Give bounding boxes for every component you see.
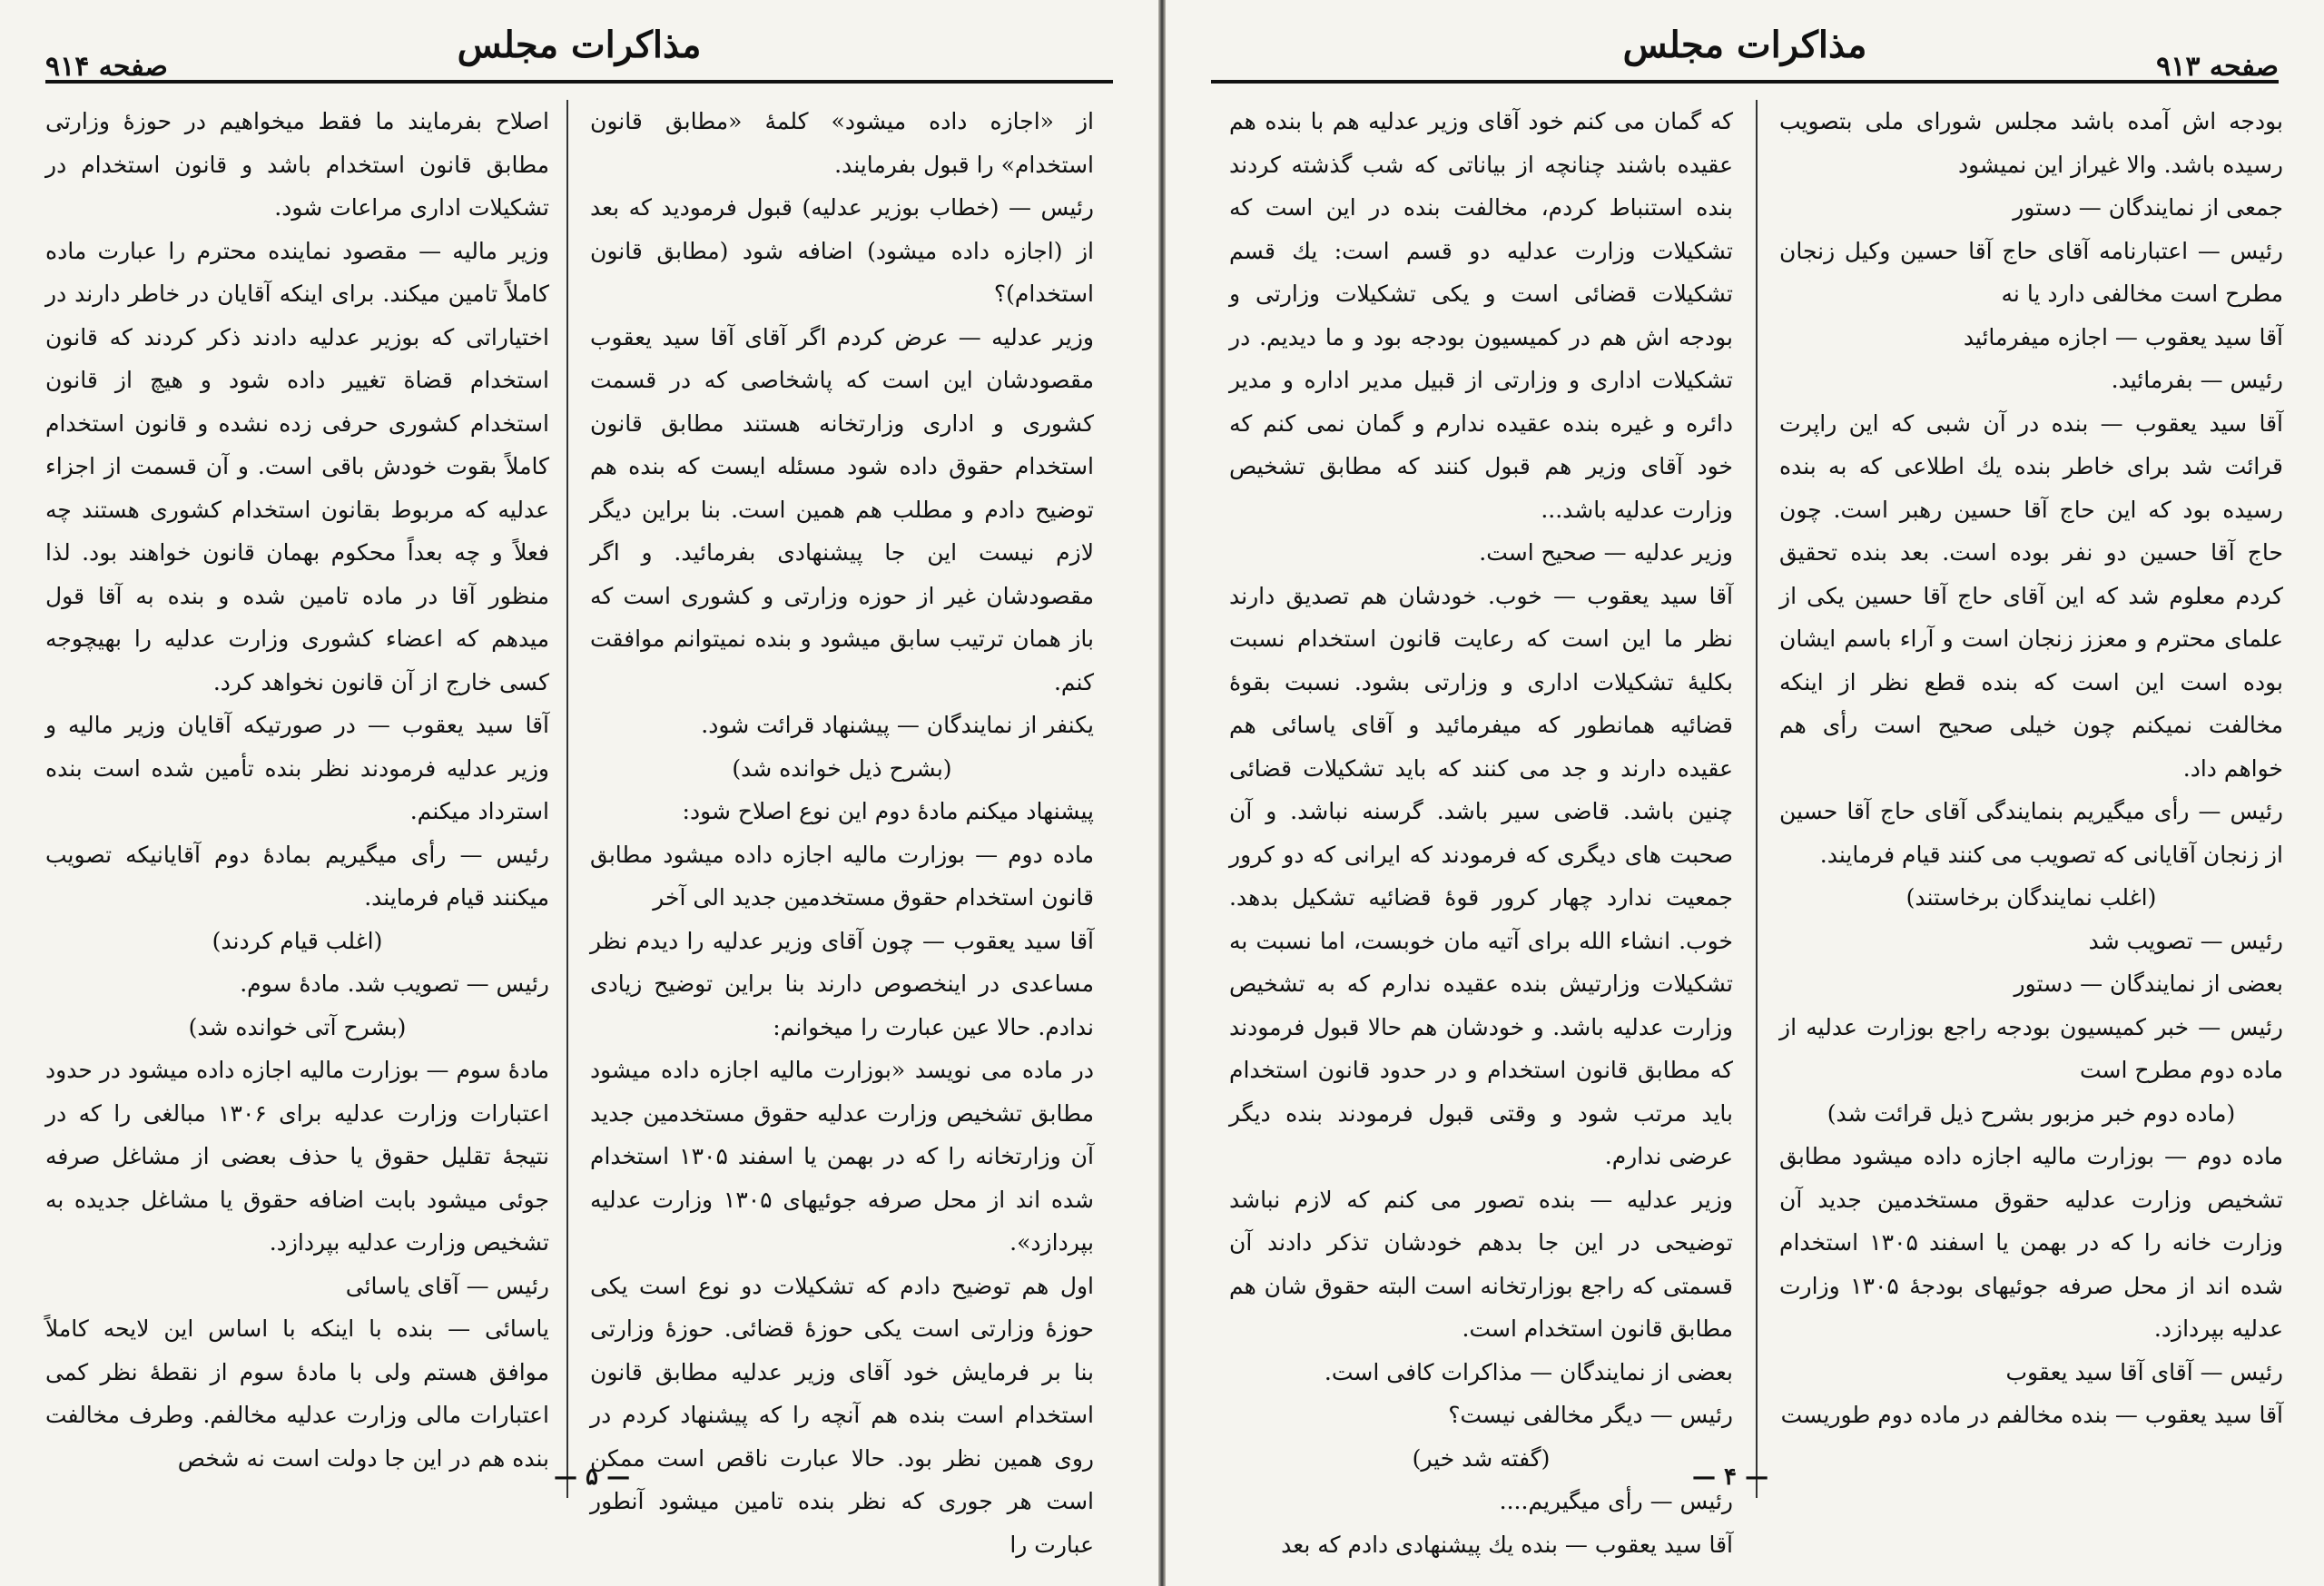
page-header-title: مذاکرات مجلس (457, 24, 702, 66)
left-page (0, 0, 1158, 1586)
stage-note: (اغلب نمایندگان برخاستند) (1905, 884, 2157, 911)
page-header (45, 16, 1113, 84)
page-footer-number: — ۵ — (554, 1463, 631, 1491)
paragraph: رئیس — تصویب شد. مادهٔ سوم. (240, 970, 549, 997)
column-divider (1756, 100, 1758, 1498)
page-footer-number: — ۴ — (1692, 1463, 1769, 1491)
paragraph: آقا سید یعقوب — بنده در آن شبی که این راپرت قرائت شد برای خاطر بنده یك اطلاعی که به بنده رسیده بود که این حاج آقا حسین رهبر است. چون حاج آقا حسین دو نفر بوده است. بعد بنده تحقیق کردم معلوم شد که این آقای حاج آقا حسین یکی از علمای محترم و معزز زنجان است و آراء باسم ایشان بوده است این است که بنده قطع نظر از اینکه مخالفت نمیکنم چون خیلی صحیح است رأی هم خواهم داد. (1779, 409, 2283, 782)
page-number: صفحه ۹۱۳ (2156, 51, 2279, 83)
paragraph: ماده دوم — بوزارت مالیه اجازه داده میشود مطابق تشخیص وزارت عدلیه حقوق مستخدمین جدید آن وزارت خانه را که در بهمن یا اسفند ۱۳۰۵ استخدام شده اند از محل صرفه جوئیهای بودجهٔ ۱۳۰۵ وزارت عدلیه بپردازد. (1779, 1143, 2284, 1342)
stage-note: (ماده دوم خبر مزبور بشرح ذیل قرائت شد) (1827, 1099, 2236, 1127)
paragraph: مادهٔ سوم — بوزارت مالیه اجازه داده میشود در حدود اعتبارات وزارت عدلیه برای ۱۳۰۶ مبالغی را که در نتیجهٔ تقلیل حقوق یا حذف بعضی از مشاغل صرفه جوئی میشود بابت اضافه حقوق یا مشاغل جدیده به تشخیص وزارت عدلیه بپردازد. (45, 1057, 549, 1256)
paragraph: ماده دوم — بوزارت مالیه اجازه داده میشود مطابق قانون استخدام حقوق مستخدمین جدید الی آخر (590, 841, 1094, 911)
paragraph: رئیس — آقای آقا سید یعقوب (2005, 1358, 2283, 1385)
paragraph: رئیس — دیگر مخالفی نیست؟ (1448, 1402, 1733, 1428)
paragraph: آقا سید یعقوب — بنده مخالفم در ماده دوم طوریست (1780, 1402, 2283, 1428)
paragraph: وزیر عدلیه — عرض کردم اگر آقای آقا سید یعقوب مقصودشان این است که پاشخاصی که در قسمت کشوری و اداری وزارتخانه هستند مطابق قانون استخدام حقوق داده شود مسئله ایست که بنده هم توضیح دادم و مطلب هم همین است. بنا براین دیگر لازم نیست این جا پیشنهادی بفرمائید. و اگر مقصودشان غیر از حوزه وزارتی و کشوری است که باز همان ترتیب سابق میشود و بنده نمیتوانم موافقت کنم. (590, 323, 1094, 695)
paragraph: آقا سید یعقوب — اجازه میفرمائید (1963, 323, 2283, 350)
paragraph: در ماده می نویسد «بوزارت مالیه اجازه داده میشود مطابق تشخیص وزارت عدلیه حقوق مستخدمین جدید آن وزارتخانه را که در بهمن یا اسفند ۱۳۰۵ استخدام شده اند از محل صرفه جوئیهای ۱۳۰۵ وزارت عدلیه بپردازد». (590, 1057, 1094, 1256)
paragraph: رئیس — تصویب شد (2088, 927, 2283, 954)
page-header-title: مذاکرات مجلس (1622, 24, 1867, 66)
paragraph: اول هم توضیح دادم که تشکیلات دو نوع است یکی حوزهٔ وزارتی است یکی حوزهٔ قضائی. حوزهٔ وزارتی بنا بر فرمایش خود آقای وزیر عدلیه مطابق قانون استخدام است بنده هم آنچه را که پیشنهاد کردم در روی همین نظر بود. حالا عبارت ناقص است ممکن است هر جوری که نظر بنده تامین میشود آنطور عبارت را (590, 1272, 1095, 1558)
paragraph: آقا سید یعقوب — در صورتیکه آقایان وزیر مالیه و وزیر عدلیه فرمودند نظر بنده تأمین شده است بنده استرداد میکنم. (45, 712, 549, 824)
paragraph: رئیس — آقای یاسائی (345, 1272, 549, 1299)
paragraph: رئیس — (خطاب بوزیر عدلیه) قبول فرمودید که بعد از (اجازه داده میشود) اضافه شود (مطابق قانون استخدام)؟ (590, 194, 1094, 307)
paragraph: جمعی از نمایندگان — دستور (2013, 194, 2283, 221)
stage-note: (گفته شد خیر) (1412, 1444, 1551, 1472)
paragraph: رئیس — بفرمائید. (2111, 367, 2283, 393)
paragraph: وزیر عدلیه — صحیح است. (1479, 539, 1733, 566)
paragraph: رئیس — خبر کمیسیون بودجه راجع بوزارت عدلیه از ماده دوم مطرح است (1779, 1013, 2283, 1083)
paragraph: بودجه اش آمده باشد مجلس شورای ملی بتصویب رسیده باشد. والا غیراز این نمیشود (1779, 108, 2283, 178)
paragraph: یکنفر از نمایندگان — پیشنهاد قرائت شود. (701, 712, 1094, 738)
paragraph: اصلاح بفرمایند ما فقط میخواهیم در حوزهٔ وزارتی مطابق قانون استخدام باشد و قانون استخدام در تشکیلات اداری مراعات شود. (45, 108, 549, 221)
paragraph: آقا سید یعقوب — بنده یك پیشنهادی دادم که بعد (1281, 1531, 1733, 1558)
paragraph: آقا سید یعقوب — چون آقای وزیر عدلیه را دیدم نظر مساعدی در اینخصوص دارند بنا براین توضیح زیادی ندادم. حالا عین عبارت را میخوانم: (590, 927, 1094, 1040)
paragraph: بعضی از نمایندگان — مذاکرات کافی است. (1324, 1358, 1733, 1385)
paragraph: رئیس — رأی میگیریم.... (1499, 1488, 1733, 1514)
paragraph: پیشنهاد میکنم مادهٔ دوم این نوع اصلاح شود: (682, 798, 1094, 824)
paragraph: از «اجازه داده میشود» کلمهٔ «مطابق قانون استخدام» را قبول بفرمایند. (590, 108, 1094, 178)
paragraph: یاسائی — بنده با اینکه با اساس این لایحه کاملاً موافق هستم ولی با مادهٔ سوم از نقطهٔ نظر کمی اعتبارات مالی وزارت عدلیه مخالفم. وطرف مخالفت بنده هم در این جا دولت است نه شخص (45, 1315, 549, 1472)
paragraph: وزیر مالیه — مقصود نماینده محترم را عبارت ماده کاملاً تامین میکند. برای اینکه آقایان در خاطر دارند در اختیاراتی که بوزیر عدلیه دادند ذکر کردند که قانون استخدام قضاة تغییر داده شود و هیچ از قانون استخدام کشوری حرفی زده نشده و قانون استخدام کاملاً بقوت خودش باقی است. و آن قسمت از اجزاء عدلیه که مربوط بقانون استخدام کشوری هستند چه فعلاً و چه بعداً محکوم بهمان قانون خواهند بود. لذا منظور آقا در ماده تامین شده و بنده به آقا قول میدهم که اعضاء کشوری وزارت عدلیه را بهیچوجه کسی خارج از آن قانون نخواهد کرد. (45, 237, 549, 695)
book-gutter (1158, 0, 1166, 1586)
paragraph: رئیس — اعتبارنامه آقای حاج آقا حسین وکیل زنجان مطرح است مخالفی دارد یا نه (1779, 237, 2283, 307)
paragraph: وزیر عدلیه — بنده تصور می کنم که لازم نباشد توضیحی در این جا بدهم خودشان تذکر دادند آن قسمتی که راجع بوزارتخانه است البته حقوق شان هم مطابق قانون استخدام است. (1229, 1186, 1733, 1342)
page-number: صفحه ۹۱۴ (45, 51, 168, 83)
paragraph: آقا سید یعقوب — خوب. خودشان هم تصدیق دارند نظر ما این است که رعایت قانون استخدام نسبت بکلیهٔ تشکیلات اداری و وزارتی بشود. نسبت بقوهٔ قضائیه همانطور که میفرمائید و آقای یاسائی هم عقیده دارند و جد می کنند که باید تشکیلات قضائی چنین باشد. قاضی سیر باشد. گرسنه نباشد. و آن صحبت های دیگری که فرمودند که ایرانی که دو کرور جمعیت ندارد چهار کرور قوهٔ قضائیه تشکیل بدهد. خوب. انشاء الله برای آتیه مان خوبست، اما نسبت به تشکیلات وزارتیش بنده عقیده ندارم که به تشخیص وزارت عدلیه باشد. و خودشان هم حالا قبول فرمودند که مطابق قانون استخدام و در حدود قانون استخدام باید مرتب شود و وقتی قبول فرمودند بنده دیگر عرضی ندارم. (1229, 582, 1733, 1169)
paragraph: رئیس — رأی میگیریم بمادهٔ دوم آقایانیکه تصویب میکنند قیام فرمایند. (45, 841, 549, 911)
column-divider (566, 100, 568, 1498)
paragraph: رئیس — رأی میگیریم بنمایندگی آقای حاج آقا حسین از زنجان آقایانی که تصویب می کنند قیام فرمایند. (1779, 798, 2283, 868)
page-header (1211, 16, 2279, 84)
stage-note: (بشرح آتی خوانده شد) (188, 1013, 407, 1040)
stage-note: (اغلب قیام کردند) (212, 927, 383, 954)
text-column-right (590, 100, 1095, 1558)
text-column-left (1229, 100, 1733, 1558)
paragraph: بعضی از نمایندگان — دستور (2014, 970, 2283, 997)
text-column-left (45, 100, 549, 1498)
stage-note: (بشرح ذیل خوانده شد) (732, 754, 952, 782)
paragraph: که گمان می کنم خود آقای وزیر عدلیه هم با بنده هم عقیده باشند چنانچه از بیاناتی که شب گذشته کردند بنده استنباط کردم، مخالفت بنده در این است که تشکیلات وزارت عدلیه دو قسم است: یك قسم تشکیلات قضائی است و یکی تشکیلات وزارتی و بودجه اش هم در کمیسیون بودجه بود و ما دیدیم. در تشکیلات اداری و وزارتی از قبیل مدیر اداره و مدیر دائره و غیره بنده عقیده ندارم و گمان نمی کنم که خود آقای وزیر هم قبول کنند که مطابق تشخیص وزارت عدلیه باشد... (1229, 108, 1733, 523)
right-page (1166, 0, 2324, 1586)
text-column-right (1779, 100, 2283, 1498)
